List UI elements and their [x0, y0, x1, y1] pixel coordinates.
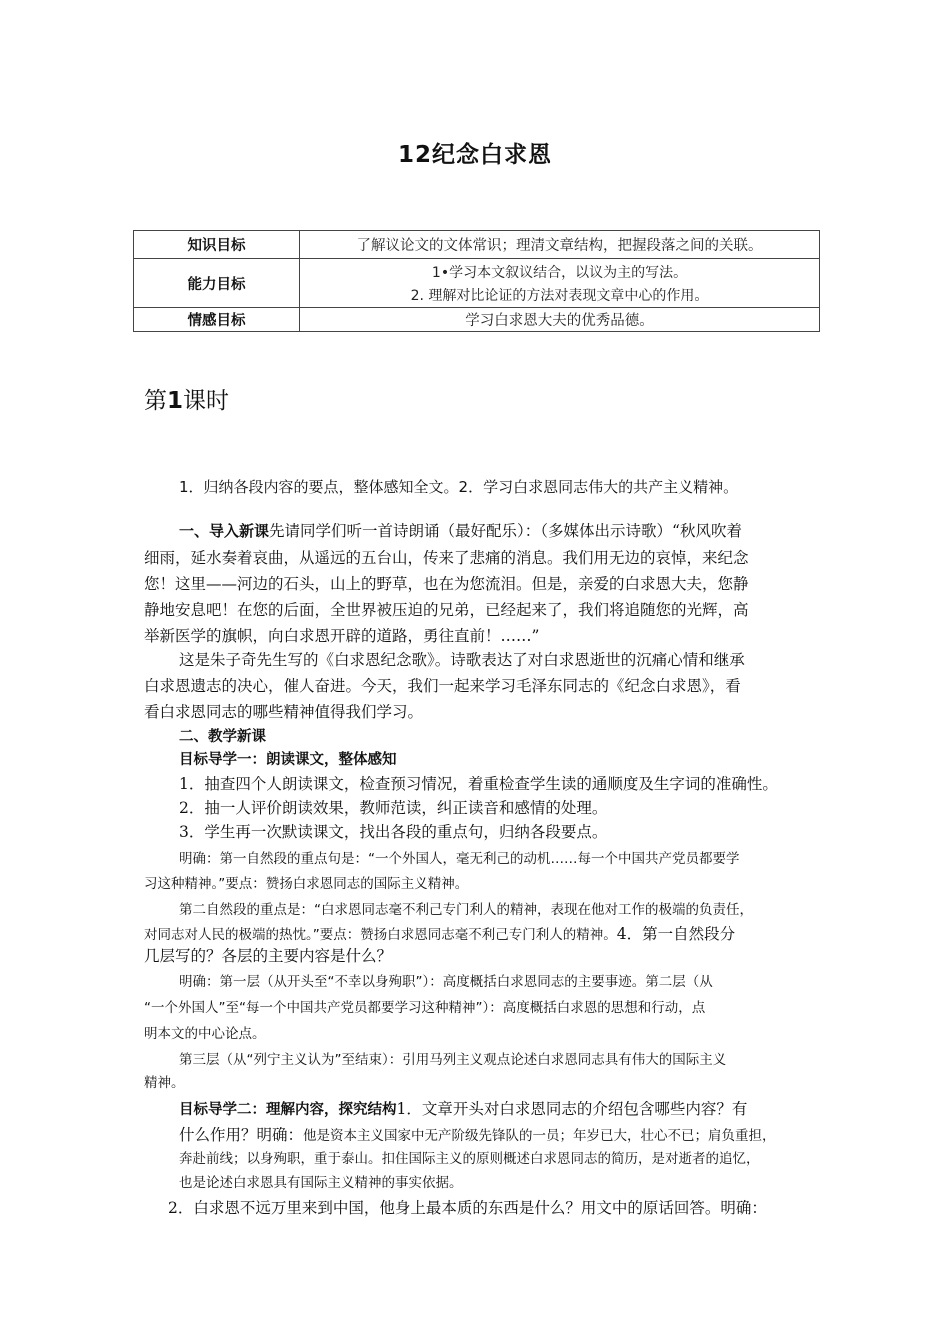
- question-line: 2．白求恩不远万里来到中国，他身上最本质的东西是什么？用文中的原话回答。明确：: [168, 1199, 767, 1217]
- lesson-heading: [144, 382, 229, 415]
- answer-text: 他是资本主义国家中无产阶级先锋队的一员；年岁已大，壮心不已；肩负重担，: [303, 1128, 776, 1144]
- objective-line: 1•学习本文叙议结合，以议为主的写法。: [431, 264, 688, 281]
- intro-text: 先请同学们听一首诗朗诵（最好配乐）：（多媒体出示诗歌）“秋风吹着: [269, 522, 742, 540]
- answer-line: [144, 926, 735, 943]
- intro-line-1: [179, 524, 742, 540]
- answer-line: 明确：第一层（从开头至“不幸以身殉职”）：高度概括白求恩同志的主要事迹。第二层（从: [179, 974, 713, 990]
- answer-line: 习这种精神。”要点：赞扬白求恩同志的国际主义精神。: [144, 876, 469, 892]
- page-title: 12纪念白求恩: [397, 142, 552, 168]
- goal2-line: [179, 1101, 747, 1118]
- goal-heading: 目标导学二：理解内容，探究结构: [179, 1102, 397, 1118]
- intro-para2-line: 这是朱子奇先生写的《白求恩纪念歌》。诗歌表达了对白求恩逝世的沉痛心情和继承: [179, 651, 745, 669]
- intro-line: 细雨，延水奏着哀曲，从遥远的五台山，传来了悲痛的消息。我们用无边的哀悼，来纪念: [144, 549, 749, 567]
- objective-text: [300, 259, 820, 308]
- answer-line: 明确：第一自然段的重点句是：“一个外国人，毫无利己的动机……每一个中国共产党员都要学: [179, 851, 740, 867]
- objectives-table: [133, 230, 820, 332]
- objective-label: 知识目标: [134, 231, 300, 259]
- answer-line: 也是论述白求恩具有国际主义精神的事实依据。: [179, 1175, 463, 1191]
- goal-heading: 目标导学一：朗读课文，整体感知: [179, 752, 397, 768]
- question-text: 4．第一自然段分: [616, 925, 736, 943]
- answer-line: 奔赴前线；以身殉职，重于泰山。扣住国际主义的原则概述白求恩同志的简历，是对逝者的追忆，: [179, 1151, 760, 1167]
- objective-row-ability: [134, 259, 820, 308]
- intro-para2-line: 白求恩遗志的决心，催人奋进。今天，我们一起来学习毛泽东同志的《纪念白求恩》，看: [144, 677, 741, 695]
- answer-line: 第三层（从“列宁主义认为”至结束）：引用马列主义观点论述白求恩同志具有伟大的国际主义: [179, 1052, 727, 1068]
- intro-para2-line: 看白求恩同志的哪些精神值得我们学习。: [144, 703, 424, 721]
- intro-line: 举新医学的旗帜，向白求恩开辟的道路，勇往直前！……”: [144, 627, 540, 645]
- answer-line: 第二自然段的重点是：“白求恩同志毫不利己专门利人的精神，表现在他对工作的极端的负责任，: [179, 902, 753, 918]
- list-item: 2．抽一人评价朗读效果，教师范读，纠正读音和感情的处理。: [179, 799, 608, 817]
- question-line: 几层写的？各层的主要内容是什么？: [144, 947, 393, 965]
- goal2-line: [179, 1127, 776, 1144]
- objective-label: 情感目标: [134, 308, 300, 332]
- answer-line: 明本文的中心论点。: [144, 1026, 266, 1042]
- answer-line: 精神。: [144, 1075, 185, 1091]
- objective-text: 了解议论文的文体常识；理清文章结构，把握段落之间的关联。: [300, 231, 820, 259]
- lesson-prefix: 第: [144, 388, 167, 414]
- question-text: 什么作用？明确：: [179, 1126, 304, 1144]
- lesson-number: 1: [167, 388, 184, 414]
- list-item: 3．学生再一次默读课文，找出各段的重点句，归纳各段要点。: [179, 823, 608, 841]
- list-item: 1．抽查四个人朗读课文，检查预习情况，着重检查学生读的通顺度及生字词的准确性。: [179, 775, 778, 793]
- intro-line: 您！这里——河边的石头，山上的野草，也在为您流泪。但是，亲爱的白求恩大夫，您静: [144, 575, 749, 593]
- objective-line: 2. 理解对比论证的方法对表现文章中心的作用。: [410, 287, 709, 304]
- objective-row-emotion: [134, 308, 820, 332]
- answer-line: “一个外国人”至“每一个中国共产党员都要学习这种精神”）：高度概括白求恩的思想和行动，点: [144, 1000, 706, 1016]
- lesson-goals: 1．归纳各段内容的要点，整体感知全文。2．学习白求恩同志伟大的共产主义精神。: [179, 478, 739, 496]
- intro-heading: 一、导入新课: [179, 522, 270, 540]
- objective-text: 学习白求恩大夫的优秀品德。: [300, 308, 820, 332]
- section-heading: 二、教学新课: [179, 729, 266, 745]
- lesson-suffix: 课时: [183, 388, 230, 414]
- question-text: 1．文章开头对白求恩同志的介绍包含哪些内容？有: [396, 1100, 748, 1118]
- answer-text: 对同志对人民的极端的热忱。”要点：赞扬白求恩同志毫不利己专门利人的精神。: [144, 927, 617, 943]
- objective-row-knowledge: [134, 231, 820, 259]
- objective-label: 能力目标: [134, 259, 300, 308]
- intro-line: 静地安息吧！在您的后面，全世界被压迫的兄弟，已经起来了，我们将追随您的光辉，高: [144, 601, 749, 619]
